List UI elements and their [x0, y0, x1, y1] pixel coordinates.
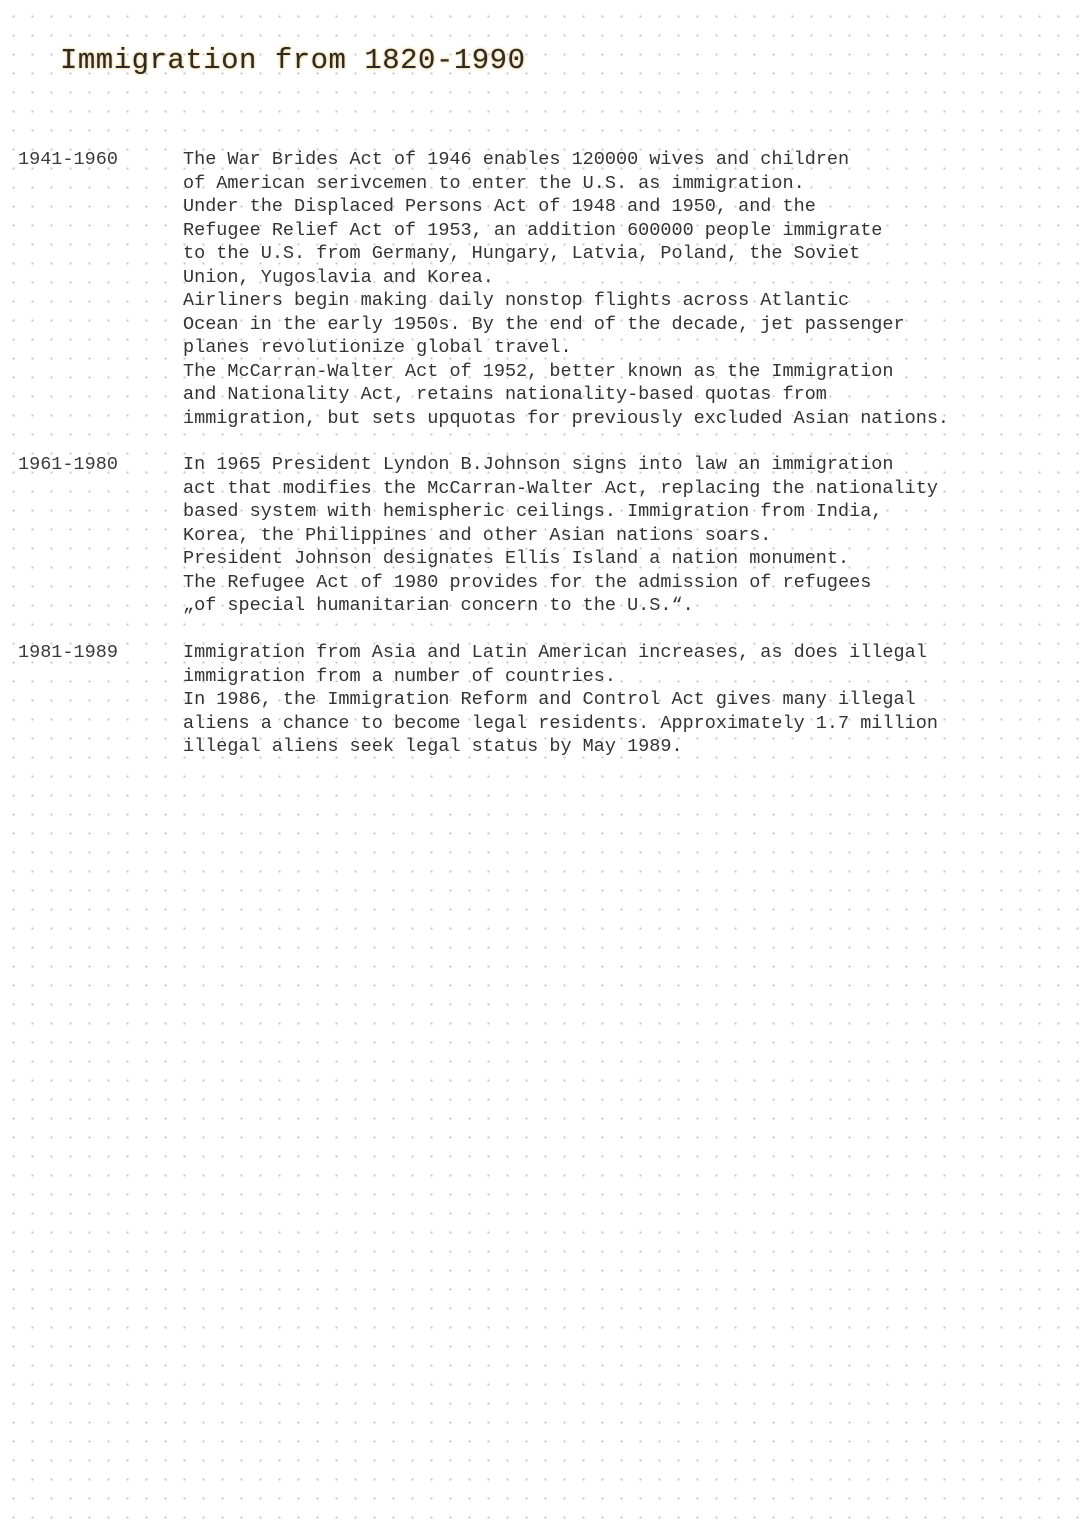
text-line: The War Brides Act of 1946 enables 120000 wives and children — [183, 149, 850, 170]
text-line: Immigration from Asia and Latin American increases, as does illegal — [183, 642, 927, 663]
text-line: The Refugee Act of 1980 provides for the admission of refugees — [183, 571, 872, 593]
text-line: President Johnson designates Ellis Island a nation monument. — [183, 548, 850, 569]
text-line: and Nationality Act, retains nationality-based quotas from — [183, 384, 827, 405]
page-title: Immigration from 1820-1990 — [60, 44, 526, 77]
text-line: immigration from a number of countries. — [183, 665, 616, 687]
text-line: The McCarran-Walter Act of 1952, better known as the Immigration — [183, 360, 894, 382]
text-line: act that modifies the McCarran-Walter Act, replacing the nationality — [183, 477, 938, 499]
text-line: „of special humanitarian concern to the U.S.“. — [183, 595, 694, 616]
text-line: Refugee Relief Act of 1953, an addition 600000 people immigrate — [183, 219, 883, 241]
text-line: In 1965 President Lyndon B.Johnson signs into law an immigration — [183, 454, 894, 475]
text-line: In 1986, the Immigration Reform and Control Act gives many illegal — [183, 689, 916, 710]
text-line: Union, Yugoslavia and Korea. — [183, 266, 494, 288]
period-text — [183, 641, 1063, 759]
period-label: 1961-1980 — [18, 454, 118, 475]
text-line: planes revolutionize global travel. — [183, 337, 572, 358]
text-line: based system with hemispheric ceilings. Immigration from India, — [183, 501, 883, 522]
text-line: Korea, the Philippines and other Asian nations soars. — [183, 524, 772, 546]
text-line: Airliners begin making daily nonstop flights across Atlantic — [183, 290, 850, 311]
text-line: to the U.S. from Germany, Hungary, Latvia, Poland, the Soviet — [183, 243, 861, 264]
text-line: Ocean in the early 1950s. By the end of the decade, jet passenger — [183, 313, 905, 335]
period-text — [183, 453, 1063, 618]
text-line: immigration, but sets upquotas for previously excluded Asian nations. — [183, 407, 950, 429]
period-label: 1981-1989 — [18, 642, 118, 663]
text-line: of American serivcemen to enter the U.S. as immigration. — [183, 172, 805, 194]
text-line: Under the Displaced Persons Act of 1948 and 1950, and the — [183, 196, 816, 217]
text-line: aliens a chance to become legal residents. Approximately 1.7 million — [183, 712, 938, 734]
period-text — [183, 148, 1063, 430]
text-line: illegal aliens seek legal status by May 1989. — [183, 736, 683, 757]
period-label: 1941-1960 — [18, 149, 118, 170]
